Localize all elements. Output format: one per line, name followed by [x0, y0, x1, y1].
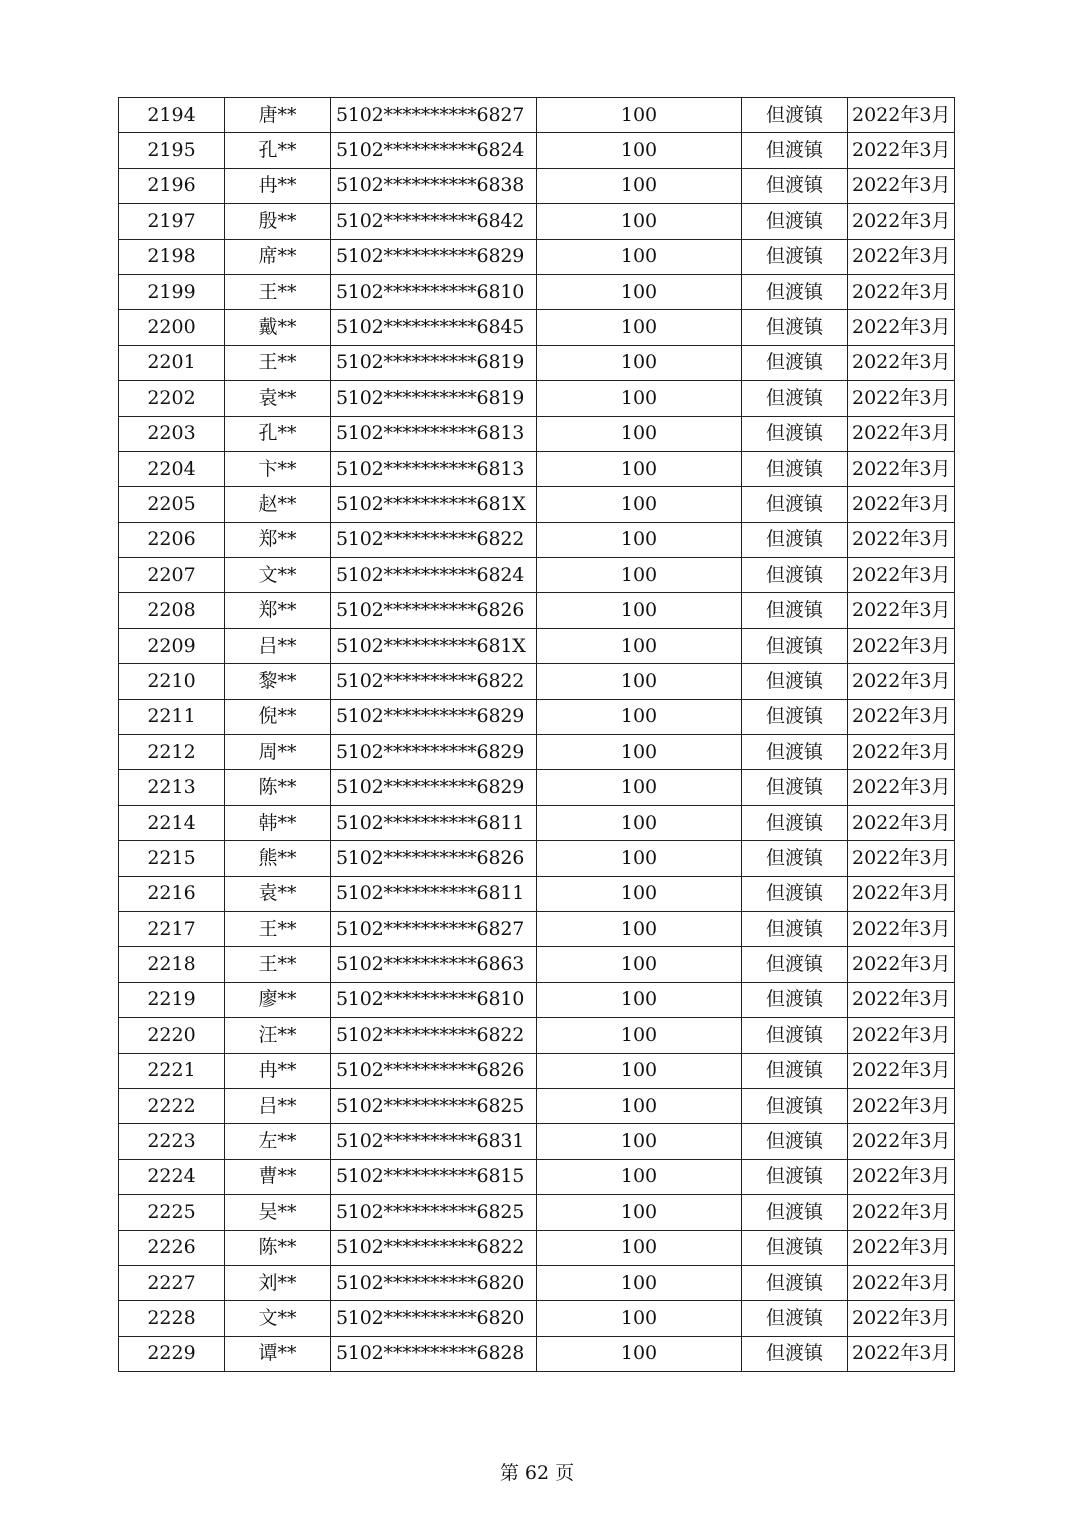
- id-number-cell: 5102**********6824: [331, 558, 537, 593]
- date-cell: 2022年3月: [848, 805, 955, 840]
- name-cell: 郑**: [225, 593, 331, 628]
- id-number-cell: 5102**********6842: [331, 204, 537, 239]
- amount-cell: 100: [537, 133, 742, 168]
- name-cell: 郑**: [225, 522, 331, 557]
- row-number-cell: 2197: [119, 204, 225, 239]
- id-number-cell: 5102**********6827: [331, 911, 537, 946]
- id-number-cell: 5102**********6826: [331, 1053, 537, 1088]
- table-row: [119, 1230, 955, 1265]
- table-row: [119, 699, 955, 734]
- id-number-cell: 5102**********681X: [331, 487, 537, 522]
- name-cell: 陈**: [225, 770, 331, 805]
- row-number-cell: 2204: [119, 451, 225, 486]
- row-number-cell: 2221: [119, 1053, 225, 1088]
- date-cell: 2022年3月: [848, 770, 955, 805]
- date-cell: 2022年3月: [848, 1124, 955, 1159]
- town-cell: 但渡镇: [742, 1053, 848, 1088]
- row-number-cell: 2198: [119, 239, 225, 274]
- table-row: [119, 982, 955, 1017]
- id-number-cell: 5102**********6811: [331, 876, 537, 911]
- table-row: [119, 168, 955, 203]
- table-row: [119, 1336, 955, 1371]
- table-row: [119, 204, 955, 239]
- table-row: [119, 1124, 955, 1159]
- row-number-cell: 2227: [119, 1265, 225, 1300]
- id-number-cell: 5102**********6826: [331, 841, 537, 876]
- id-number-cell: 5102**********6820: [331, 1301, 537, 1336]
- date-cell: 2022年3月: [848, 947, 955, 982]
- row-number-cell: 2199: [119, 274, 225, 309]
- name-cell: 吴**: [225, 1195, 331, 1230]
- amount-cell: 100: [537, 1159, 742, 1194]
- date-cell: 2022年3月: [848, 204, 955, 239]
- table-row: [119, 345, 955, 380]
- name-cell: 席**: [225, 239, 331, 274]
- id-number-cell: 5102**********6863: [331, 947, 537, 982]
- id-number-cell: 5102**********6822: [331, 664, 537, 699]
- town-cell: 但渡镇: [742, 628, 848, 663]
- table-row: [119, 1301, 955, 1336]
- row-number-cell: 2223: [119, 1124, 225, 1159]
- row-number-cell: 2207: [119, 558, 225, 593]
- id-number-cell: 5102**********6813: [331, 416, 537, 451]
- name-cell: 孔**: [225, 416, 331, 451]
- id-number-cell: 5102**********6829: [331, 735, 537, 770]
- date-cell: 2022年3月: [848, 911, 955, 946]
- name-cell: 谭**: [225, 1336, 331, 1371]
- town-cell: 但渡镇: [742, 133, 848, 168]
- name-cell: 汪**: [225, 1018, 331, 1053]
- table-row: [119, 1088, 955, 1123]
- row-number-cell: 2212: [119, 735, 225, 770]
- row-number-cell: 2201: [119, 345, 225, 380]
- town-cell: 但渡镇: [742, 911, 848, 946]
- town-cell: 但渡镇: [742, 381, 848, 416]
- amount-cell: 100: [537, 664, 742, 699]
- name-cell: 戴**: [225, 310, 331, 345]
- row-number-cell: 2219: [119, 982, 225, 1017]
- date-cell: 2022年3月: [848, 310, 955, 345]
- date-cell: 2022年3月: [848, 593, 955, 628]
- row-number-cell: 2213: [119, 770, 225, 805]
- table-row: [119, 947, 955, 982]
- town-cell: 但渡镇: [742, 841, 848, 876]
- town-cell: 但渡镇: [742, 593, 848, 628]
- table-row: [119, 487, 955, 522]
- amount-cell: 100: [537, 735, 742, 770]
- row-number-cell: 2208: [119, 593, 225, 628]
- town-cell: 但渡镇: [742, 1230, 848, 1265]
- row-number-cell: 2202: [119, 381, 225, 416]
- date-cell: 2022年3月: [848, 699, 955, 734]
- town-cell: 但渡镇: [742, 487, 848, 522]
- table-row: [119, 310, 955, 345]
- amount-cell: 100: [537, 1301, 742, 1336]
- town-cell: 但渡镇: [742, 558, 848, 593]
- table-row: [119, 98, 955, 133]
- town-cell: 但渡镇: [742, 239, 848, 274]
- table-row: [119, 1053, 955, 1088]
- town-cell: 但渡镇: [742, 1018, 848, 1053]
- amount-cell: 100: [537, 841, 742, 876]
- row-number-cell: 2224: [119, 1159, 225, 1194]
- id-number-cell: 5102**********6845: [331, 310, 537, 345]
- name-cell: 殷**: [225, 204, 331, 239]
- amount-cell: 100: [537, 451, 742, 486]
- date-cell: 2022年3月: [848, 522, 955, 557]
- date-cell: 2022年3月: [848, 1195, 955, 1230]
- row-number-cell: 2226: [119, 1230, 225, 1265]
- name-cell: 黎**: [225, 664, 331, 699]
- town-cell: 但渡镇: [742, 1195, 848, 1230]
- date-cell: 2022年3月: [848, 487, 955, 522]
- table-row: [119, 841, 955, 876]
- beneficiary-table: [118, 97, 955, 1372]
- amount-cell: 100: [537, 593, 742, 628]
- name-cell: 韩**: [225, 805, 331, 840]
- id-number-cell: 5102**********6822: [331, 1230, 537, 1265]
- row-number-cell: 2211: [119, 699, 225, 734]
- town-cell: 但渡镇: [742, 770, 848, 805]
- name-cell: 曹**: [225, 1159, 331, 1194]
- name-cell: 吕**: [225, 1088, 331, 1123]
- town-cell: 但渡镇: [742, 522, 848, 557]
- name-cell: 文**: [225, 1301, 331, 1336]
- id-number-cell: 5102**********6829: [331, 699, 537, 734]
- amount-cell: 100: [537, 98, 742, 133]
- row-number-cell: 2222: [119, 1088, 225, 1123]
- name-cell: 袁**: [225, 381, 331, 416]
- date-cell: 2022年3月: [848, 982, 955, 1017]
- id-number-cell: 5102**********6819: [331, 345, 537, 380]
- date-cell: 2022年3月: [848, 735, 955, 770]
- table-row: [119, 451, 955, 486]
- id-number-cell: 5102**********681X: [331, 628, 537, 663]
- table-row: [119, 558, 955, 593]
- id-number-cell: 5102**********6822: [331, 1018, 537, 1053]
- table-row: [119, 735, 955, 770]
- row-number-cell: 2203: [119, 416, 225, 451]
- town-cell: 但渡镇: [742, 1336, 848, 1371]
- amount-cell: 100: [537, 1053, 742, 1088]
- id-number-cell: 5102**********6810: [331, 274, 537, 309]
- name-cell: 冉**: [225, 168, 331, 203]
- amount-cell: 100: [537, 628, 742, 663]
- name-cell: 倪**: [225, 699, 331, 734]
- amount-cell: 100: [537, 1195, 742, 1230]
- amount-cell: 100: [537, 699, 742, 734]
- amount-cell: 100: [537, 345, 742, 380]
- amount-cell: 100: [537, 770, 742, 805]
- town-cell: 但渡镇: [742, 1265, 848, 1300]
- name-cell: 王**: [225, 947, 331, 982]
- date-cell: 2022年3月: [848, 1053, 955, 1088]
- table-row: [119, 770, 955, 805]
- name-cell: 袁**: [225, 876, 331, 911]
- row-number-cell: 2225: [119, 1195, 225, 1230]
- amount-cell: 100: [537, 274, 742, 309]
- town-cell: 但渡镇: [742, 310, 848, 345]
- town-cell: 但渡镇: [742, 664, 848, 699]
- amount-cell: 100: [537, 947, 742, 982]
- town-cell: 但渡镇: [742, 345, 848, 380]
- row-number-cell: 2216: [119, 876, 225, 911]
- date-cell: 2022年3月: [848, 1336, 955, 1371]
- town-cell: 但渡镇: [742, 168, 848, 203]
- row-number-cell: 2210: [119, 664, 225, 699]
- name-cell: 周**: [225, 735, 331, 770]
- town-cell: 但渡镇: [742, 876, 848, 911]
- id-number-cell: 5102**********6820: [331, 1265, 537, 1300]
- date-cell: 2022年3月: [848, 1159, 955, 1194]
- id-number-cell: 5102**********6827: [331, 98, 537, 133]
- amount-cell: 100: [537, 911, 742, 946]
- town-cell: 但渡镇: [742, 1088, 848, 1123]
- row-number-cell: 2214: [119, 805, 225, 840]
- page-number: 第 62 页: [499, 1462, 575, 1484]
- amount-cell: 100: [537, 876, 742, 911]
- table-row: [119, 805, 955, 840]
- id-number-cell: 5102**********6815: [331, 1159, 537, 1194]
- table-row: [119, 593, 955, 628]
- table-row: [119, 876, 955, 911]
- amount-cell: 100: [537, 982, 742, 1017]
- date-cell: 2022年3月: [848, 628, 955, 663]
- name-cell: 赵**: [225, 487, 331, 522]
- town-cell: 但渡镇: [742, 699, 848, 734]
- town-cell: 但渡镇: [742, 1159, 848, 1194]
- amount-cell: 100: [537, 381, 742, 416]
- amount-cell: 100: [537, 168, 742, 203]
- amount-cell: 100: [537, 1018, 742, 1053]
- date-cell: 2022年3月: [848, 841, 955, 876]
- amount-cell: 100: [537, 1088, 742, 1123]
- id-number-cell: 5102**********6826: [331, 593, 537, 628]
- id-number-cell: 5102**********6838: [331, 168, 537, 203]
- town-cell: 但渡镇: [742, 982, 848, 1017]
- amount-cell: 100: [537, 1230, 742, 1265]
- date-cell: 2022年3月: [848, 1301, 955, 1336]
- town-cell: 但渡镇: [742, 98, 848, 133]
- row-number-cell: 2220: [119, 1018, 225, 1053]
- date-cell: 2022年3月: [848, 274, 955, 309]
- row-number-cell: 2218: [119, 947, 225, 982]
- row-number-cell: 2195: [119, 133, 225, 168]
- name-cell: 卞**: [225, 451, 331, 486]
- name-cell: 吕**: [225, 628, 331, 663]
- name-cell: 冉**: [225, 1053, 331, 1088]
- table-row: [119, 628, 955, 663]
- name-cell: 陈**: [225, 1230, 331, 1265]
- id-number-cell: 5102**********6811: [331, 805, 537, 840]
- date-cell: 2022年3月: [848, 1265, 955, 1300]
- id-number-cell: 5102**********6824: [331, 133, 537, 168]
- name-cell: 王**: [225, 274, 331, 309]
- date-cell: 2022年3月: [848, 1088, 955, 1123]
- name-cell: 王**: [225, 345, 331, 380]
- name-cell: 王**: [225, 911, 331, 946]
- amount-cell: 100: [537, 310, 742, 345]
- table-row: [119, 911, 955, 946]
- date-cell: 2022年3月: [848, 1230, 955, 1265]
- id-number-cell: 5102**********6829: [331, 770, 537, 805]
- row-number-cell: 2217: [119, 911, 225, 946]
- table-row: [119, 381, 955, 416]
- amount-cell: 100: [537, 558, 742, 593]
- date-cell: 2022年3月: [848, 416, 955, 451]
- town-cell: 但渡镇: [742, 451, 848, 486]
- table-row: [119, 1159, 955, 1194]
- date-cell: 2022年3月: [848, 664, 955, 699]
- date-cell: 2022年3月: [848, 133, 955, 168]
- amount-cell: 100: [537, 416, 742, 451]
- row-number-cell: 2200: [119, 310, 225, 345]
- town-cell: 但渡镇: [742, 1301, 848, 1336]
- town-cell: 但渡镇: [742, 947, 848, 982]
- name-cell: 左**: [225, 1124, 331, 1159]
- table-row: [119, 522, 955, 557]
- amount-cell: 100: [537, 239, 742, 274]
- date-cell: 2022年3月: [848, 558, 955, 593]
- table-body: [119, 98, 955, 1372]
- id-number-cell: 5102**********6831: [331, 1124, 537, 1159]
- row-number-cell: 2228: [119, 1301, 225, 1336]
- name-cell: 熊**: [225, 841, 331, 876]
- name-cell: 孔**: [225, 133, 331, 168]
- name-cell: 文**: [225, 558, 331, 593]
- date-cell: 2022年3月: [848, 876, 955, 911]
- table-row: [119, 133, 955, 168]
- amount-cell: 100: [537, 805, 742, 840]
- id-number-cell: 5102**********6813: [331, 451, 537, 486]
- id-number-cell: 5102**********6822: [331, 522, 537, 557]
- id-number-cell: 5102**********6825: [331, 1195, 537, 1230]
- amount-cell: 100: [537, 1124, 742, 1159]
- town-cell: 但渡镇: [742, 1124, 848, 1159]
- table-row: [119, 416, 955, 451]
- id-number-cell: 5102**********6819: [331, 381, 537, 416]
- date-cell: 2022年3月: [848, 381, 955, 416]
- town-cell: 但渡镇: [742, 416, 848, 451]
- row-number-cell: 2229: [119, 1336, 225, 1371]
- table-row: [119, 1018, 955, 1053]
- table-row: [119, 1195, 955, 1230]
- town-cell: 但渡镇: [742, 204, 848, 239]
- id-number-cell: 5102**********6829: [331, 239, 537, 274]
- name-cell: 刘**: [225, 1265, 331, 1300]
- table-row: [119, 664, 955, 699]
- name-cell: 唐**: [225, 98, 331, 133]
- table-row: [119, 274, 955, 309]
- date-cell: 2022年3月: [848, 451, 955, 486]
- amount-cell: 100: [537, 522, 742, 557]
- table-row: [119, 1265, 955, 1300]
- town-cell: 但渡镇: [742, 274, 848, 309]
- date-cell: 2022年3月: [848, 345, 955, 380]
- id-number-cell: 5102**********6825: [331, 1088, 537, 1123]
- row-number-cell: 2196: [119, 168, 225, 203]
- id-number-cell: 5102**********6828: [331, 1336, 537, 1371]
- town-cell: 但渡镇: [742, 805, 848, 840]
- row-number-cell: 2215: [119, 841, 225, 876]
- date-cell: 2022年3月: [848, 1018, 955, 1053]
- row-number-cell: 2206: [119, 522, 225, 557]
- date-cell: 2022年3月: [848, 168, 955, 203]
- town-cell: 但渡镇: [742, 735, 848, 770]
- amount-cell: 100: [537, 1336, 742, 1371]
- date-cell: 2022年3月: [848, 98, 955, 133]
- date-cell: 2022年3月: [848, 239, 955, 274]
- amount-cell: 100: [537, 204, 742, 239]
- id-number-cell: 5102**********6810: [331, 982, 537, 1017]
- amount-cell: 100: [537, 1265, 742, 1300]
- table-row: [119, 239, 955, 274]
- name-cell: 廖**: [225, 982, 331, 1017]
- row-number-cell: 2209: [119, 628, 225, 663]
- amount-cell: 100: [537, 487, 742, 522]
- row-number-cell: 2205: [119, 487, 225, 522]
- row-number-cell: 2194: [119, 98, 225, 133]
